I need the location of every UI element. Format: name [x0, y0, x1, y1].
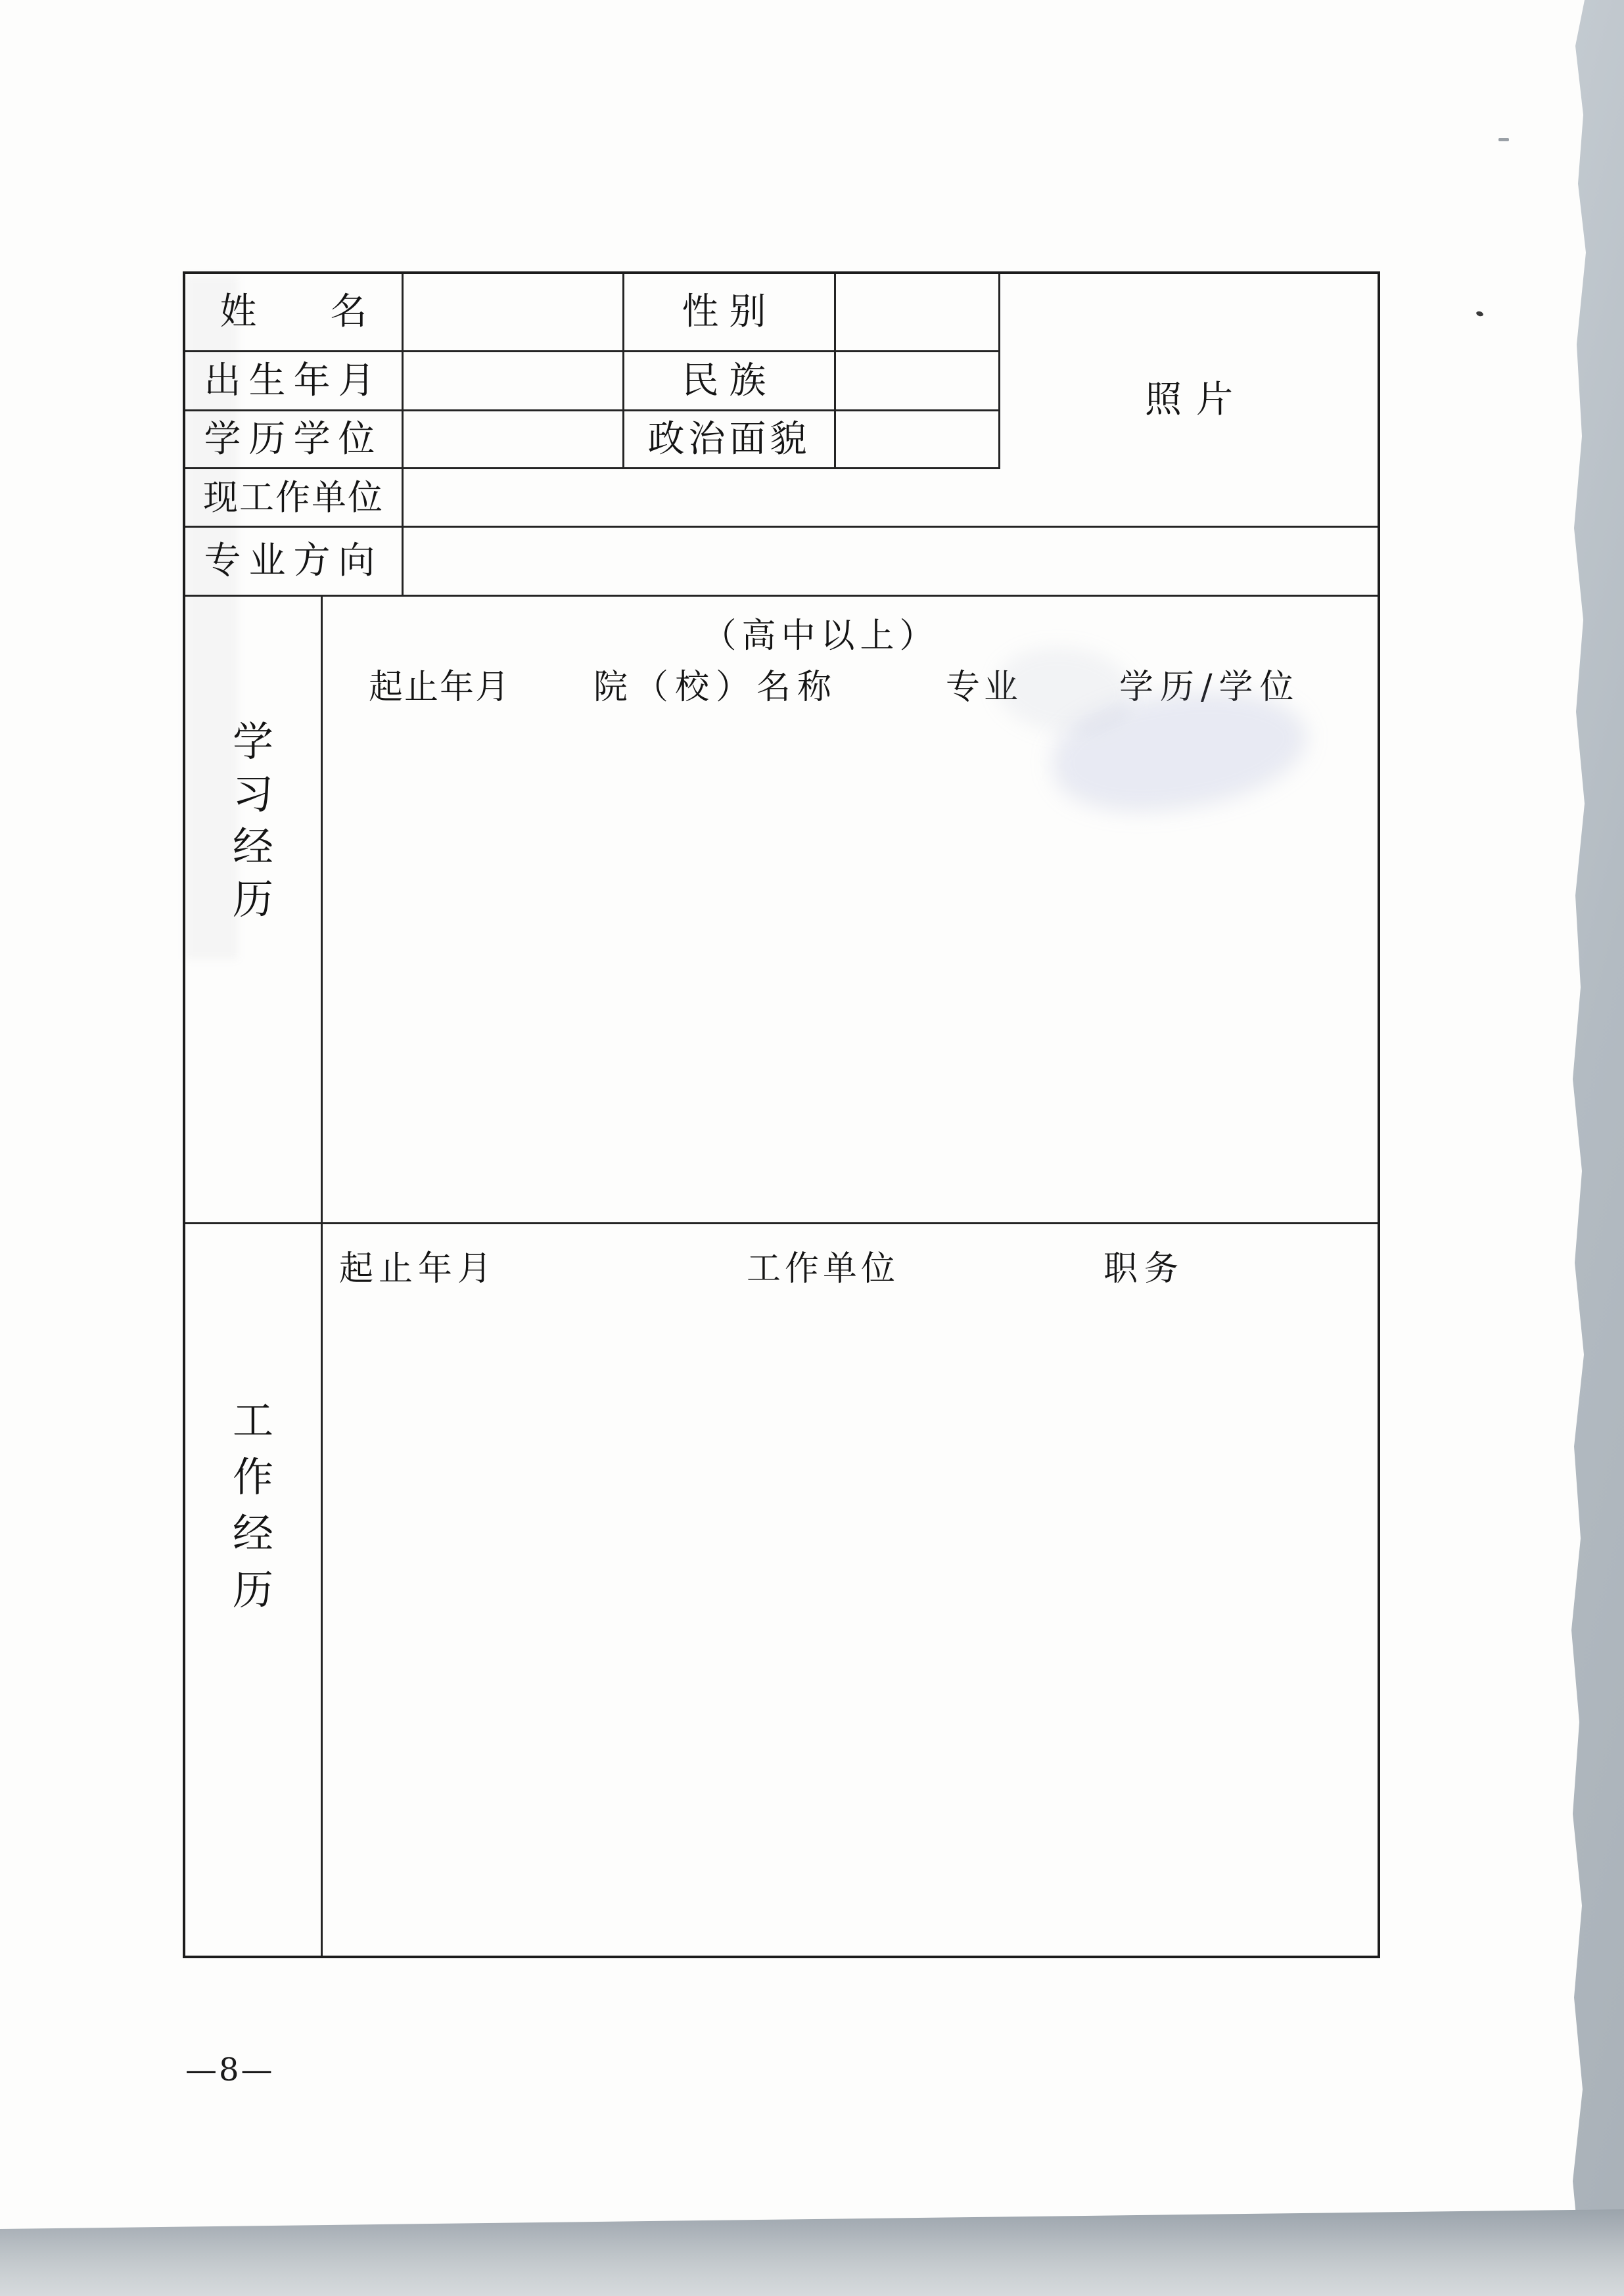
photo-placeholder-cell: 照片: [1000, 274, 1378, 528]
name-value-cell: [404, 274, 624, 352]
education-title-char: 学: [232, 718, 273, 766]
paper-torn-right-edge: [1566, 0, 1624, 2296]
education-history-content: [323, 597, 1378, 1222]
name-label: 姓 名: [185, 274, 404, 352]
work-title-char: 工: [232, 1396, 273, 1444]
education-title-char: 习: [232, 770, 273, 818]
gender-value-cell: [836, 274, 1000, 352]
work-col-header-position: 职务: [1103, 1249, 1186, 1289]
education-col-header-school: 院（校）名称: [593, 668, 839, 707]
education-col-header-period: 起止年月: [369, 668, 511, 707]
work-title-char: 历: [232, 1566, 273, 1614]
personnel-form-table: [183, 271, 1380, 1958]
education-degree-value-cell: [404, 411, 624, 469]
education-degree-label: 学历学位: [185, 411, 404, 469]
education-section-title-vertical: [185, 597, 323, 1222]
ethnicity-value-cell: [836, 352, 1000, 411]
work-history-section: [185, 1222, 1378, 1956]
specialization-label: 专业方向: [185, 528, 404, 595]
gender-label: 性别: [624, 274, 836, 352]
birth-date-value-cell: [404, 352, 624, 411]
work-col-header-period: 起止年月: [339, 1249, 498, 1289]
current-employer-label: 现工作单位: [185, 469, 404, 528]
ethnicity-label: 民族: [624, 352, 836, 411]
education-col-header-degree: 学历/学位: [1119, 668, 1301, 707]
work-section-title-vertical: [185, 1224, 323, 1956]
birth-date-label: 出生年月: [185, 352, 404, 411]
specialization-value-cell: [404, 528, 1378, 595]
work-history-content: [323, 1224, 1378, 1956]
work-title-char: 作: [232, 1453, 273, 1501]
work-title-char: 经: [232, 1509, 273, 1557]
education-col-header-major: 专业: [946, 668, 1023, 707]
education-history-section: [185, 595, 1378, 1222]
work-col-header-employer: 工作单位: [747, 1249, 900, 1289]
current-employer-value-cell: [404, 469, 1000, 528]
basic-info-grid: [185, 274, 1378, 595]
scan-speck: [1498, 138, 1509, 141]
paper-bottom-edge: [0, 2207, 1624, 2296]
political-status-label: 政治面貌: [624, 411, 836, 469]
scan-speck: [1475, 310, 1484, 317]
political-status-value-cell: [836, 411, 1000, 469]
education-title-char: 经: [232, 823, 273, 871]
education-qualifier-note: （高中以上）: [702, 616, 939, 656]
education-title-char: 历: [232, 875, 273, 923]
page-number: —8—: [185, 2052, 275, 2088]
